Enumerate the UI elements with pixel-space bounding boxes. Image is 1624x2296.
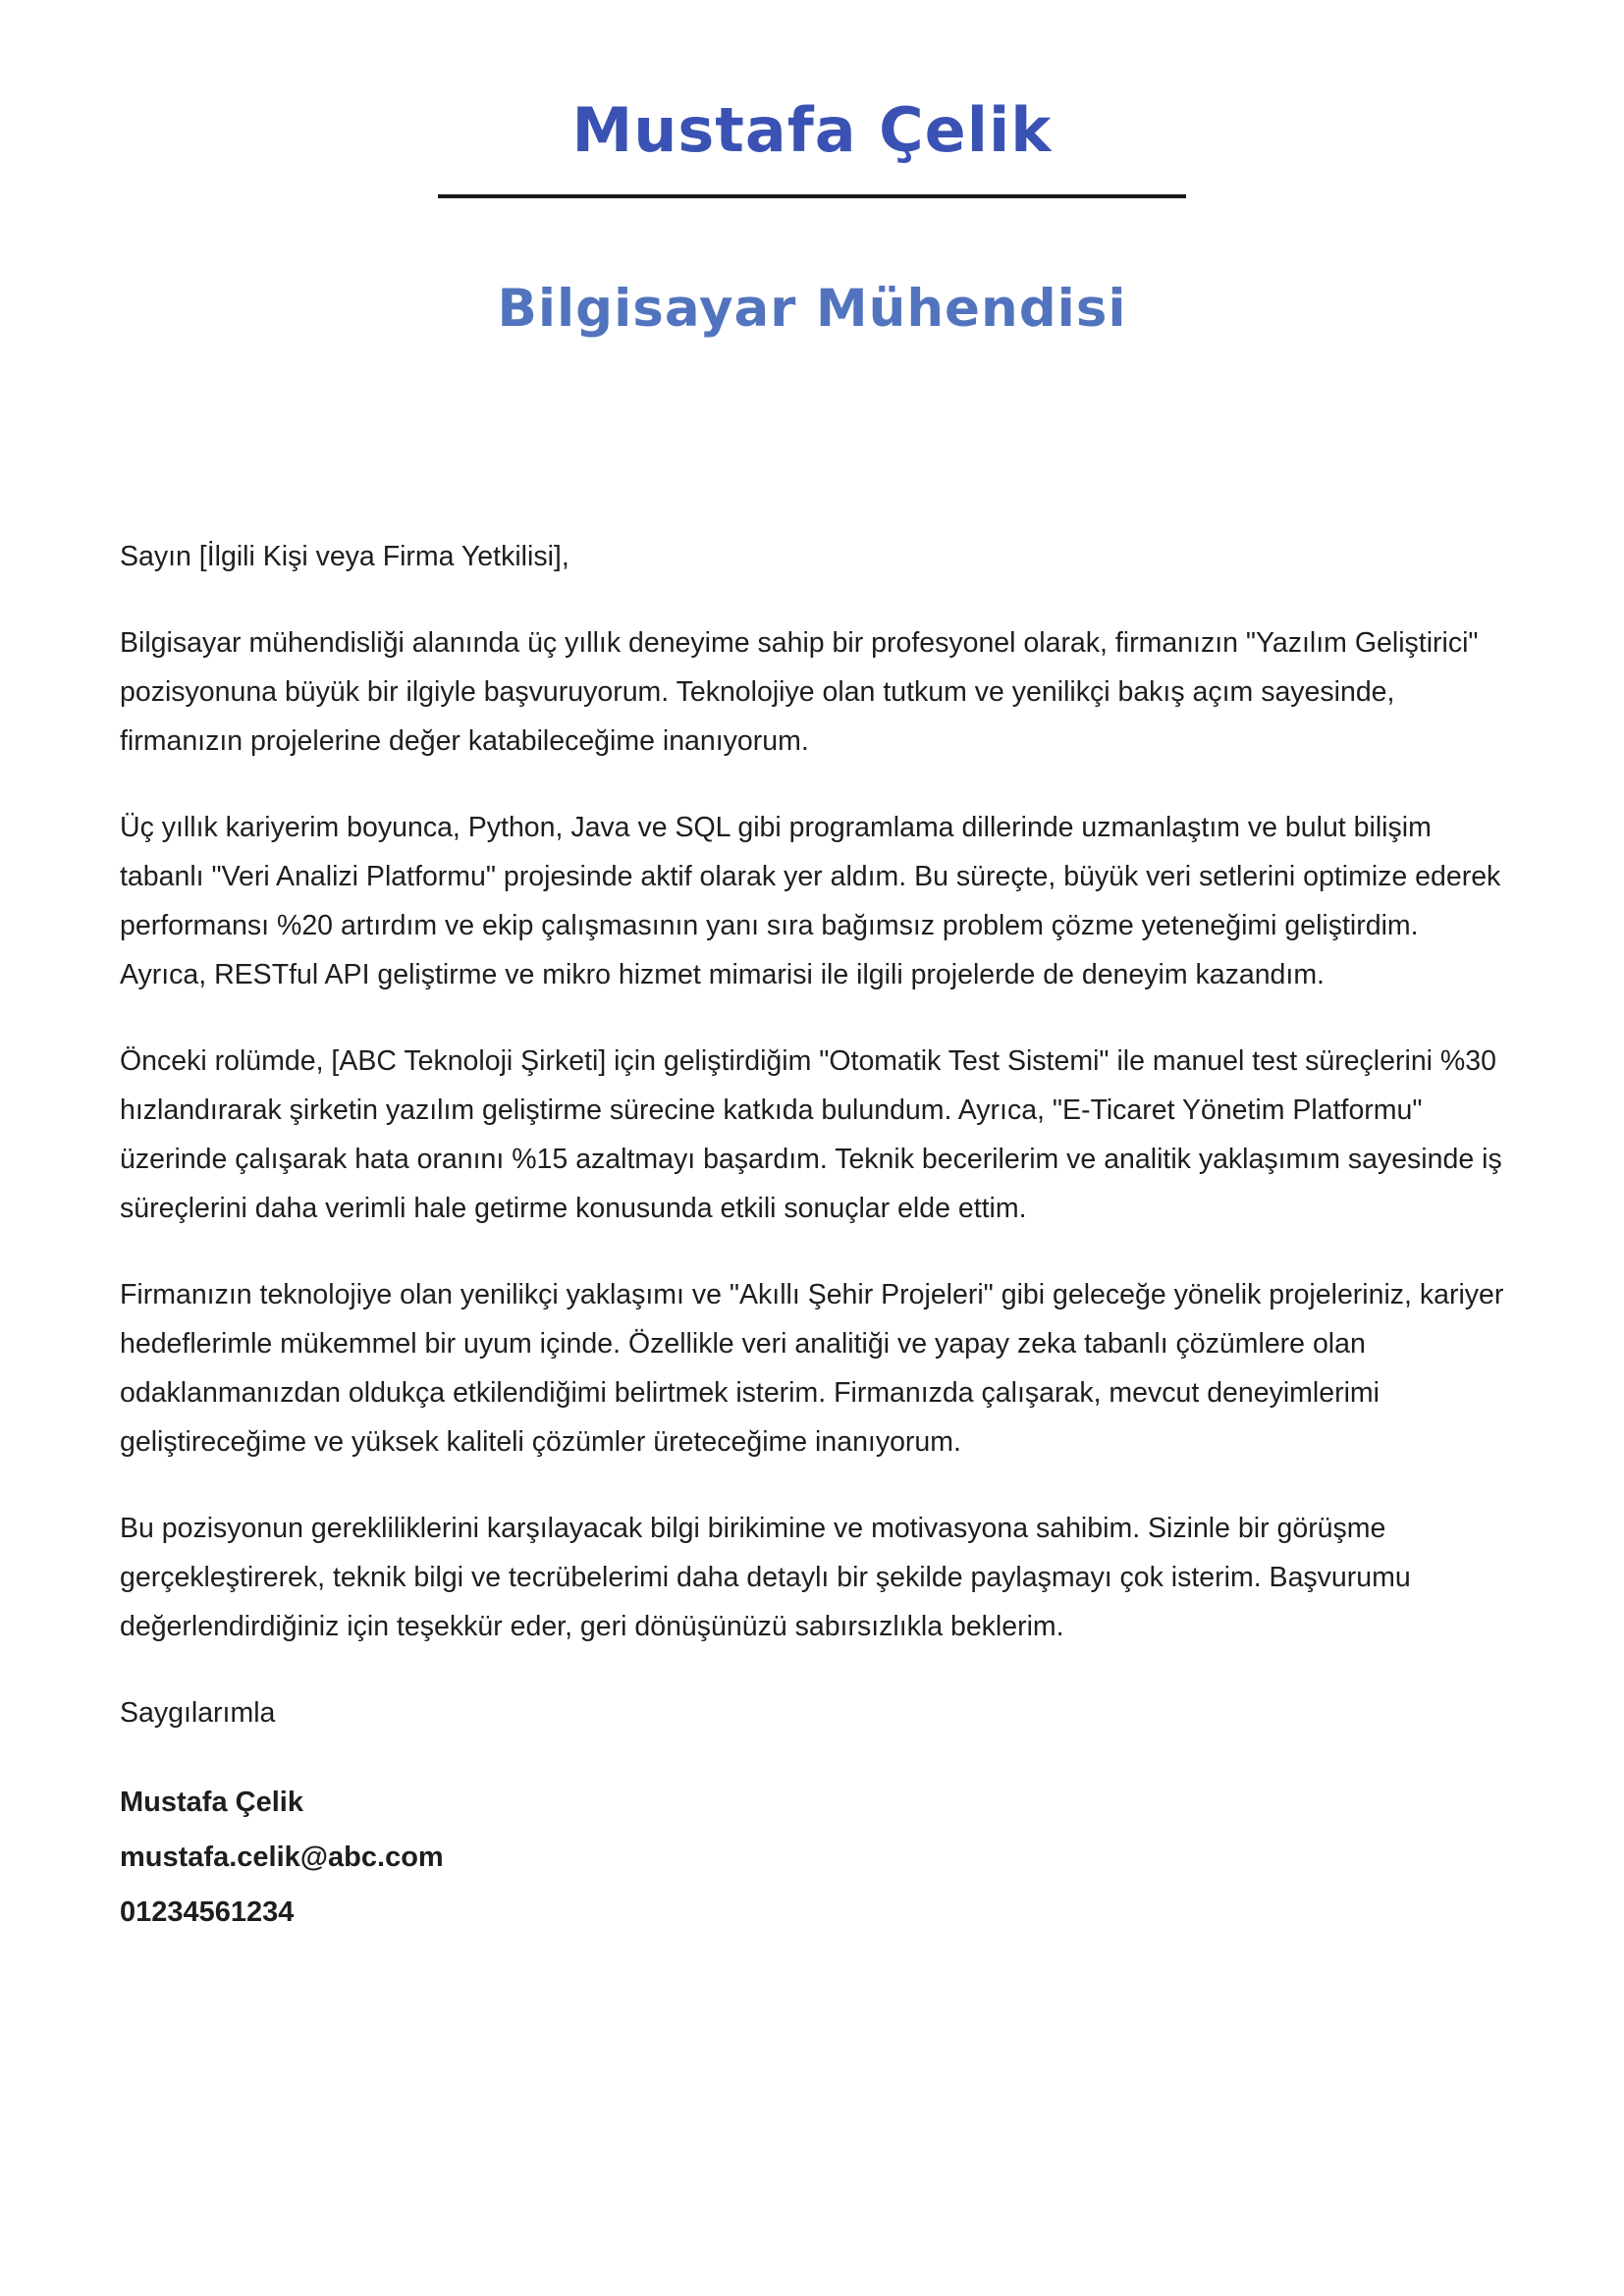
signature-name: Mustafa Çelik (120, 1787, 303, 1818)
signature-email: mustafa.celik@abc.com (120, 1842, 444, 1873)
paragraph-conclusion: Bu pozisyonun gerekliliklerini karşılayacak bilgi birikimine ve motivasyona sahibim. Sizinle bir görüşme gerçekleştirerek, teknik bilgi ve tecrübelerimi daha detaylı bir şekilde paylaşmayı çok isterim. Başvurumu değerlendirdiğiniz için teşekkür eder, geri dönüşünüzü sabırsızlıkla beklerim. (120, 1513, 1411, 1642)
paragraph-company-fit: Firmanızın teknolojiye olan yenilikçi yaklaşımı ve "Akıllı Şehir Projeleri" gibi geleceğe yönelik projeleriniz, kariyer hedeflerimle mükemmel bir uyum içinde. Özellikle veri analitiği ve yapay zeka tabanlı çözümlere olan odaklanmanızdan oldukça etkilendiğimi belirtmek isterim. Firmanızda çalışarak, mevcut deneyimlerimi geliştireceğime ve yüksek kaliteli çözümler üreteceğime inanıyorum. (120, 1279, 1504, 1458)
signature-phone: 01234561234 (120, 1896, 295, 1928)
title-divider (438, 194, 1186, 198)
salutation: Sayın [İlgili Kişi veya Firma Yetkilisi], (120, 541, 569, 572)
letter-body (120, 532, 1504, 1940)
job-title: Bilgisayar Mühendisi (497, 279, 1127, 339)
signature-block (120, 1775, 1504, 1940)
paragraph-intro: Bilgisayar mühendisliği alanında üç yıllık deneyime sahip bir profesyonel olarak, firmanızın "Yazılım Geliştirici" pozisyonuna büyük bir ilgiyle başvuruyorum. Teknolojiye olan tutkum ve yenilikçi bakış açım sayesinde, firmanızın projelerine değer katabileceğime inanıyorum. (120, 627, 1479, 757)
closing-salute: Saygılarımla (120, 1697, 276, 1729)
letter-header (0, 0, 1624, 340)
page-title: Mustafa Çelik (571, 94, 1053, 166)
paragraph-experience: Üç yıllık kariyerim boyunca, Python, Java ve SQL gibi programlama dillerinde uzmanlaştım ve bulut bilişim tabanlı "Veri Analizi Platformu" projesinde aktif olarak yer aldım. Bu süreçte, büyük veri setlerini optimize ederek performansı %20 artırdım ve ekip çalışmasının yanı sıra bağımsız problem çözme yeteneğimi geliştirdim. Ayrıca, RESTful API geliştirme ve mikro hizmet mimarisi ile ilgili projelerde de deneyim kazandım. (120, 812, 1501, 990)
paragraph-achievements: Önceki rolümde, [ABC Teknoloji Şirketi] için geliştirdiğim "Otomatik Test Sistemi" ile manuel test süreçlerini %30 hızlandırarak şirketin yazılım geliştirme sürecine katkıda bulundum. Ayrıca, "E-Ticaret Yönetim Platformu" üzerinde çalışarak hata oranını %15 azaltmayı başardım. Teknik becerilerim ve analitik yaklaşımım sayesinde iş süreçlerini daha verimli hale getirme konusunda etkili sonuçlar elde ettim. (120, 1045, 1502, 1224)
